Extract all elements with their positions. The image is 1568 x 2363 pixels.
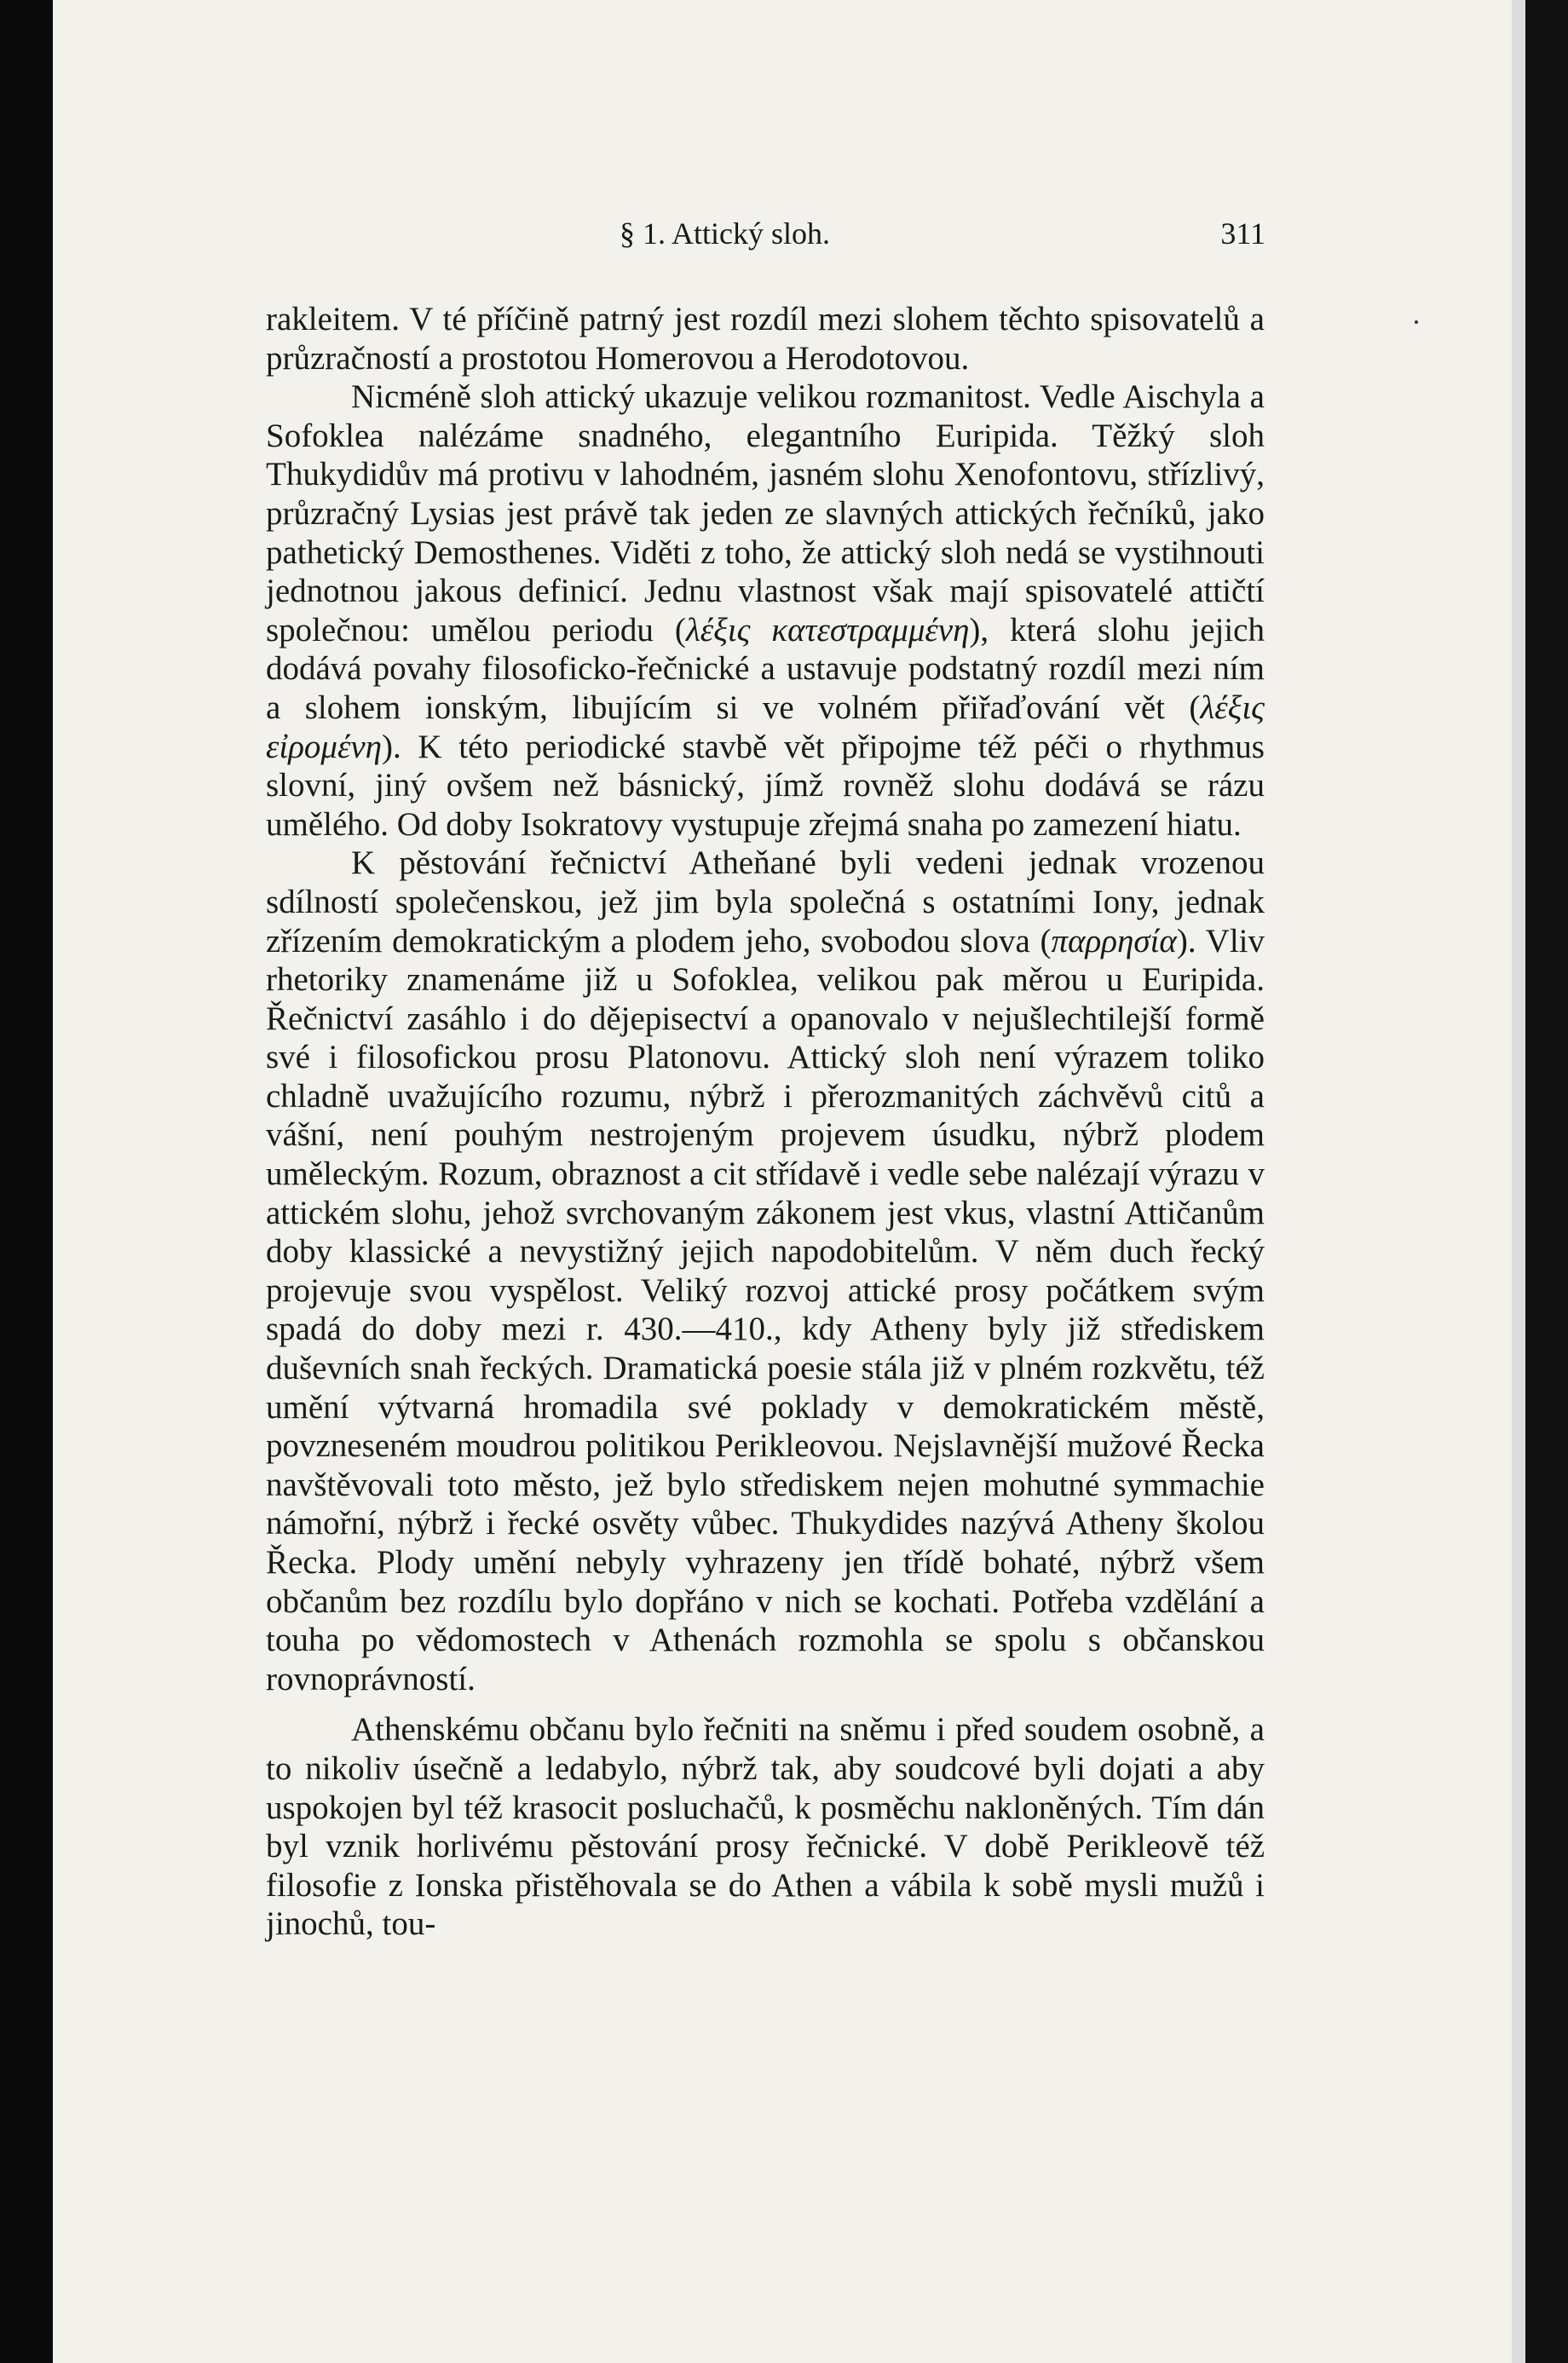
page-number: 311 (1220, 216, 1265, 251)
greek-term: λέξις εἰρομένη (266, 689, 1265, 765)
scan-speck (1415, 320, 1418, 324)
paragraph-continuation: rakleitem. V té příčině patrný jest rozdíl mezi slohem těchto spisovatelů a průzračností a prostotou Homerovou a Herodotovou. (266, 301, 1265, 377)
paragraph-text: ). K této periodické stavbě vět připojme též péči o rhythmus slovní, jiný ovšem než básnický, jímž rovněž slohu dodává se rázu umělého. Od doby Isokratovy vystupuje zřejmá snaha po zamezení hiatu. (266, 728, 1265, 843)
running-title: § 1. Attický sloh. (620, 216, 831, 251)
paragraph-style-variety (266, 378, 1265, 844)
scan-border (1525, 0, 1568, 2363)
page-header (264, 216, 1265, 267)
paragraph-oratory (266, 844, 1265, 1698)
greek-term: παρρησία (1051, 922, 1177, 960)
paragraph-text: ), která slohu jejich dodává povahy filosoficko-řečnické a ustavuje podstatný rozdíl mezi ním a slohem ionským, libujícím si ve volném přiřaďování vět ( (266, 611, 1265, 726)
body-text (266, 300, 1265, 1944)
paragraph-text: ). Vliv rhetoriky znamenáme již u Sofoklea, velikou pak měrou u Euripida. Řečnictví zasáhlo i do dějepisectví a opanovalo v nejušlechtilejší formě své i filosofickou prosu Platonovu. Attický sloh není výrazem toliko chladně uvažujícího rozumu, nýbrž i přerozmanitých záchvěvů citů a vášní, není pouhým nestrojeným projevem úsudku, nýbrž plodem uměleckým. Rozum, obraznost a cit střídavě i vedle sebe nalézají výrazu v attickém slohu, jehož svrchovaným zákonem jest vkus, vlastní Attičanům doby klassické a nevystižný jejich napodobitelům. V něm duch řecký projevuje svou vyspělost. Veliký rozvoj attické prosy počátkem svým spadá do doby mezi r. 430.—410., kdy Atheny byly již střediskem duševních snah řeckých. Dramatická poesie stála již v plném rozkvětu, též umění výtvarná hromadila své poklady v demokratickém městě, povzneseném moudrou politikou Perikleovou. Nejslavnější mužové Řecka navštěvovali toto město, jež bylo střediskem nejen mohutné symmachie námořní, nýbrž i řecké osvěty vůbec. Thukydides nazývá Atheny školou Řecka. Plody umění nebyly vyhrazeny jen třídě bohaté, nýbrž všem občanům bez rozdílu bylo dopřáno v nich se kochati. Potřeba vzdělání a touha po vědomostech v Athenách rozmohla se spolu s občanskou rovnoprávností. (266, 922, 1265, 1697)
paragraph-athenian-citizen: Athenskému občanu bylo řečniti na sněmu i před soudem osobně, a to nikoliv úsečně a ledabylo, nýbrž tak, aby soudcové byli dojati a aby uspokojen byl též krasocit posluchačů, k posměchu nakloněných. Tím dán byl vznik horlivému pěstování prosy řečnické. V době Perikleově též filosofie z Ionska přistěhovala se do Athen a vábila k sobě mysli mužů i jinochů, tou- (266, 1711, 1265, 1943)
greek-term: λέξις κατεστραμμένη (685, 611, 970, 648)
paragraph-text: K pěstování řečnictví Atheňané byli vedeni jednak vrozenou sdílností společenskou, jež jim byla společná s ostatními Iony, jednak zřízením demokratickým a plodem jeho, svobodou slova ( (266, 844, 1265, 960)
page-edge-shadow (1512, 0, 1525, 2363)
paragraph-text: Nicméně sloh attický ukazuje velikou rozmanitost. Vedle Aischyla a Sofoklea nalézáme snadného, elegantního Euripida. Těžký sloh Thukydidův má protivu v lahodném, jasném slohu Xenofontovu, střízlivý, průzračný Lysias jest právě tak jeden ze slavných attických řečníků, jako pathetický Demosthenes. Viděti z toho, že attický sloh nedá se vystihnouti jednotnou jakous definicí. Jednu vlastnost však mají spisovatelé attičtí společnou: umělou periodu ( (266, 378, 1265, 648)
